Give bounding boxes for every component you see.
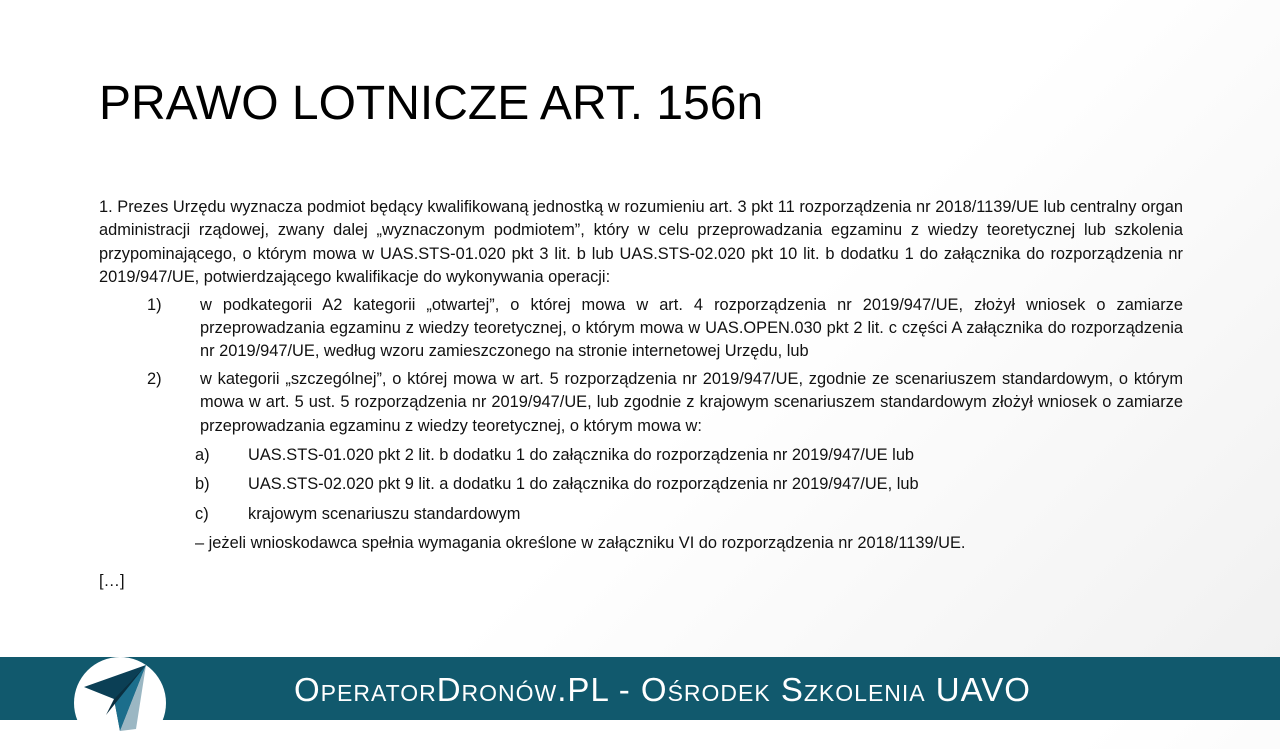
sub-item-letter: a) — [195, 446, 210, 465]
article-content — [99, 196, 1183, 593]
ellipsis-marker: […] — [99, 571, 125, 590]
list-number: 2) — [147, 369, 162, 388]
list-item-1 — [99, 294, 1183, 364]
sub-item-a — [99, 444, 1183, 467]
paragraph-1: 1. Prezes Urzędu wyznacza podmiot będący kwalifikowaną jednostką w rozumieniu art. 3 pkt 11 rozporządzenia nr 2018/1139/UE lub centralny organ administracji rządowej, zwany dalej „wyznaczonym podmiotem”, który w celu przeprowadzania egzaminu z wiedzy teoretycznej lub szkolenia przypominającego, o którym mowa w UAS.STS-01.020 pkt 3 lit. b lub UAS.STS-02.020 pkt 10 lit. b dodatku 1 do załącznika do rozporządzenia nr 2019/947/UE, potwierdzającego kwalifikacje do wykonywania operacji: — [99, 198, 1183, 287]
sub-item-b — [99, 473, 1183, 496]
list-item-2 — [99, 368, 1183, 438]
sub-item-text: UAS.STS-02.020 pkt 9 lit. a dodatku 1 do załącznika do rozporządzenia nr 2019/947/UE, lub — [248, 475, 919, 494]
sub-item-letter: c) — [195, 504, 209, 523]
paper-plane-icon — [74, 657, 166, 749]
sub-item-c — [99, 503, 1183, 526]
list-number: 1) — [147, 295, 162, 314]
sub-item-letter: b) — [195, 475, 210, 494]
logo — [74, 657, 166, 749]
sub-item-text: krajowym scenariuszu standardowym — [248, 504, 521, 523]
slide-title: PRAWO LOTNICZE ART. 156n — [99, 77, 764, 130]
list-item-text: w kategorii „szczególnej”, o której mowa w art. 5 rozporządzenia nr 2019/947/UE, zgodnie ze scenariuszem standardowym, o którym mowa w art. 5 ust. 5 rozporządzenia nr 2019/947/UE, lub zgodnie z krajowym scenariuszem standardowym złożył wniosek o zamiarze przeprowadzania egzaminu z wiedzy teoretycznej, o którym mowa w: — [200, 369, 1183, 435]
sub-item-text: UAS.STS-01.020 pkt 2 lit. b dodatku 1 do załącznika do rozporządzenia nr 2019/947/UE lub — [248, 446, 915, 465]
closing-clause: – jeżeli wnioskodawca spełnia wymagania określone w załączniku VI do rozporządzenia nr 2018/1139/UE. — [195, 534, 966, 553]
footer-title: OperatorDronów.PL - Ośrodek Szkolenia UAVO — [294, 671, 1031, 708]
list-item-text: w podkategorii A2 kategorii „otwartej”, o której mowa w art. 4 rozporządzenia nr 2019/947/UE, złożył wniosek o zamiarze przeprowadzania egzaminu z wiedzy teoretycznej, o którym mowa w UAS.OPEN.030 pkt 2 lit. c części A załącznika do rozporządzenia nr 2019/947/UE, według wzoru zamieszczonego na stronie internetowej Urzędu, lub — [200, 295, 1183, 361]
